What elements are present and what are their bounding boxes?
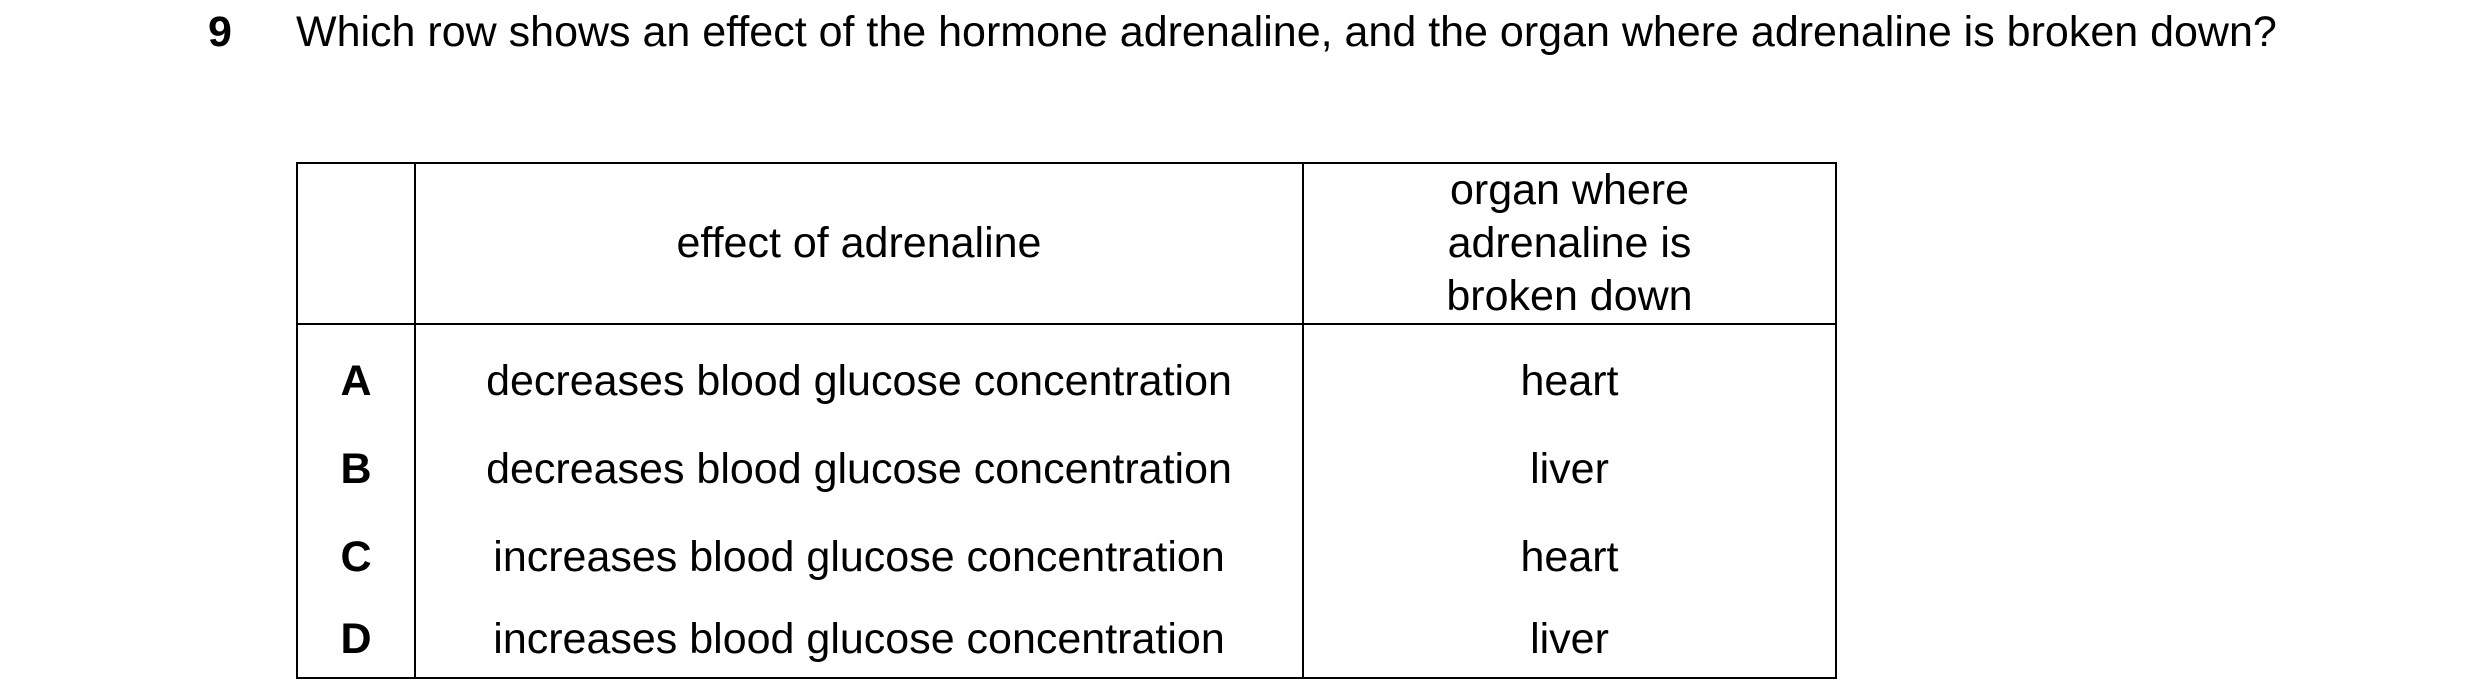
header-letter [297,163,415,324]
question-text: Which row shows an effect of the hormone adrenaline, and the organ where adrenaline is broken down? [296,8,2277,56]
option-letter: D [297,601,415,678]
option-effect: decreases blood glucose concentration [415,324,1303,425]
option-organ: liver [1303,425,1836,513]
table-row [297,601,1836,678]
table-header-row [297,163,1836,324]
option-effect: decreases blood glucose concentration [415,425,1303,513]
table-row [297,425,1836,513]
question-number: 9 [208,8,232,56]
header-organ-label: organ where adrenaline is broken down [1446,166,1693,320]
option-letter: C [297,513,415,601]
option-organ: liver [1303,601,1836,678]
header-effect: effect of adrenaline [415,163,1303,324]
options-table [296,162,1837,679]
header-organ [1303,163,1836,324]
option-effect: increases blood glucose concentration [415,513,1303,601]
option-organ: heart [1303,513,1836,601]
option-organ: heart [1303,324,1836,425]
option-letter: A [297,324,415,425]
table-row [297,513,1836,601]
table-row [297,324,1836,425]
option-letter: B [297,425,415,513]
option-effect: increases blood glucose concentration [415,601,1303,678]
